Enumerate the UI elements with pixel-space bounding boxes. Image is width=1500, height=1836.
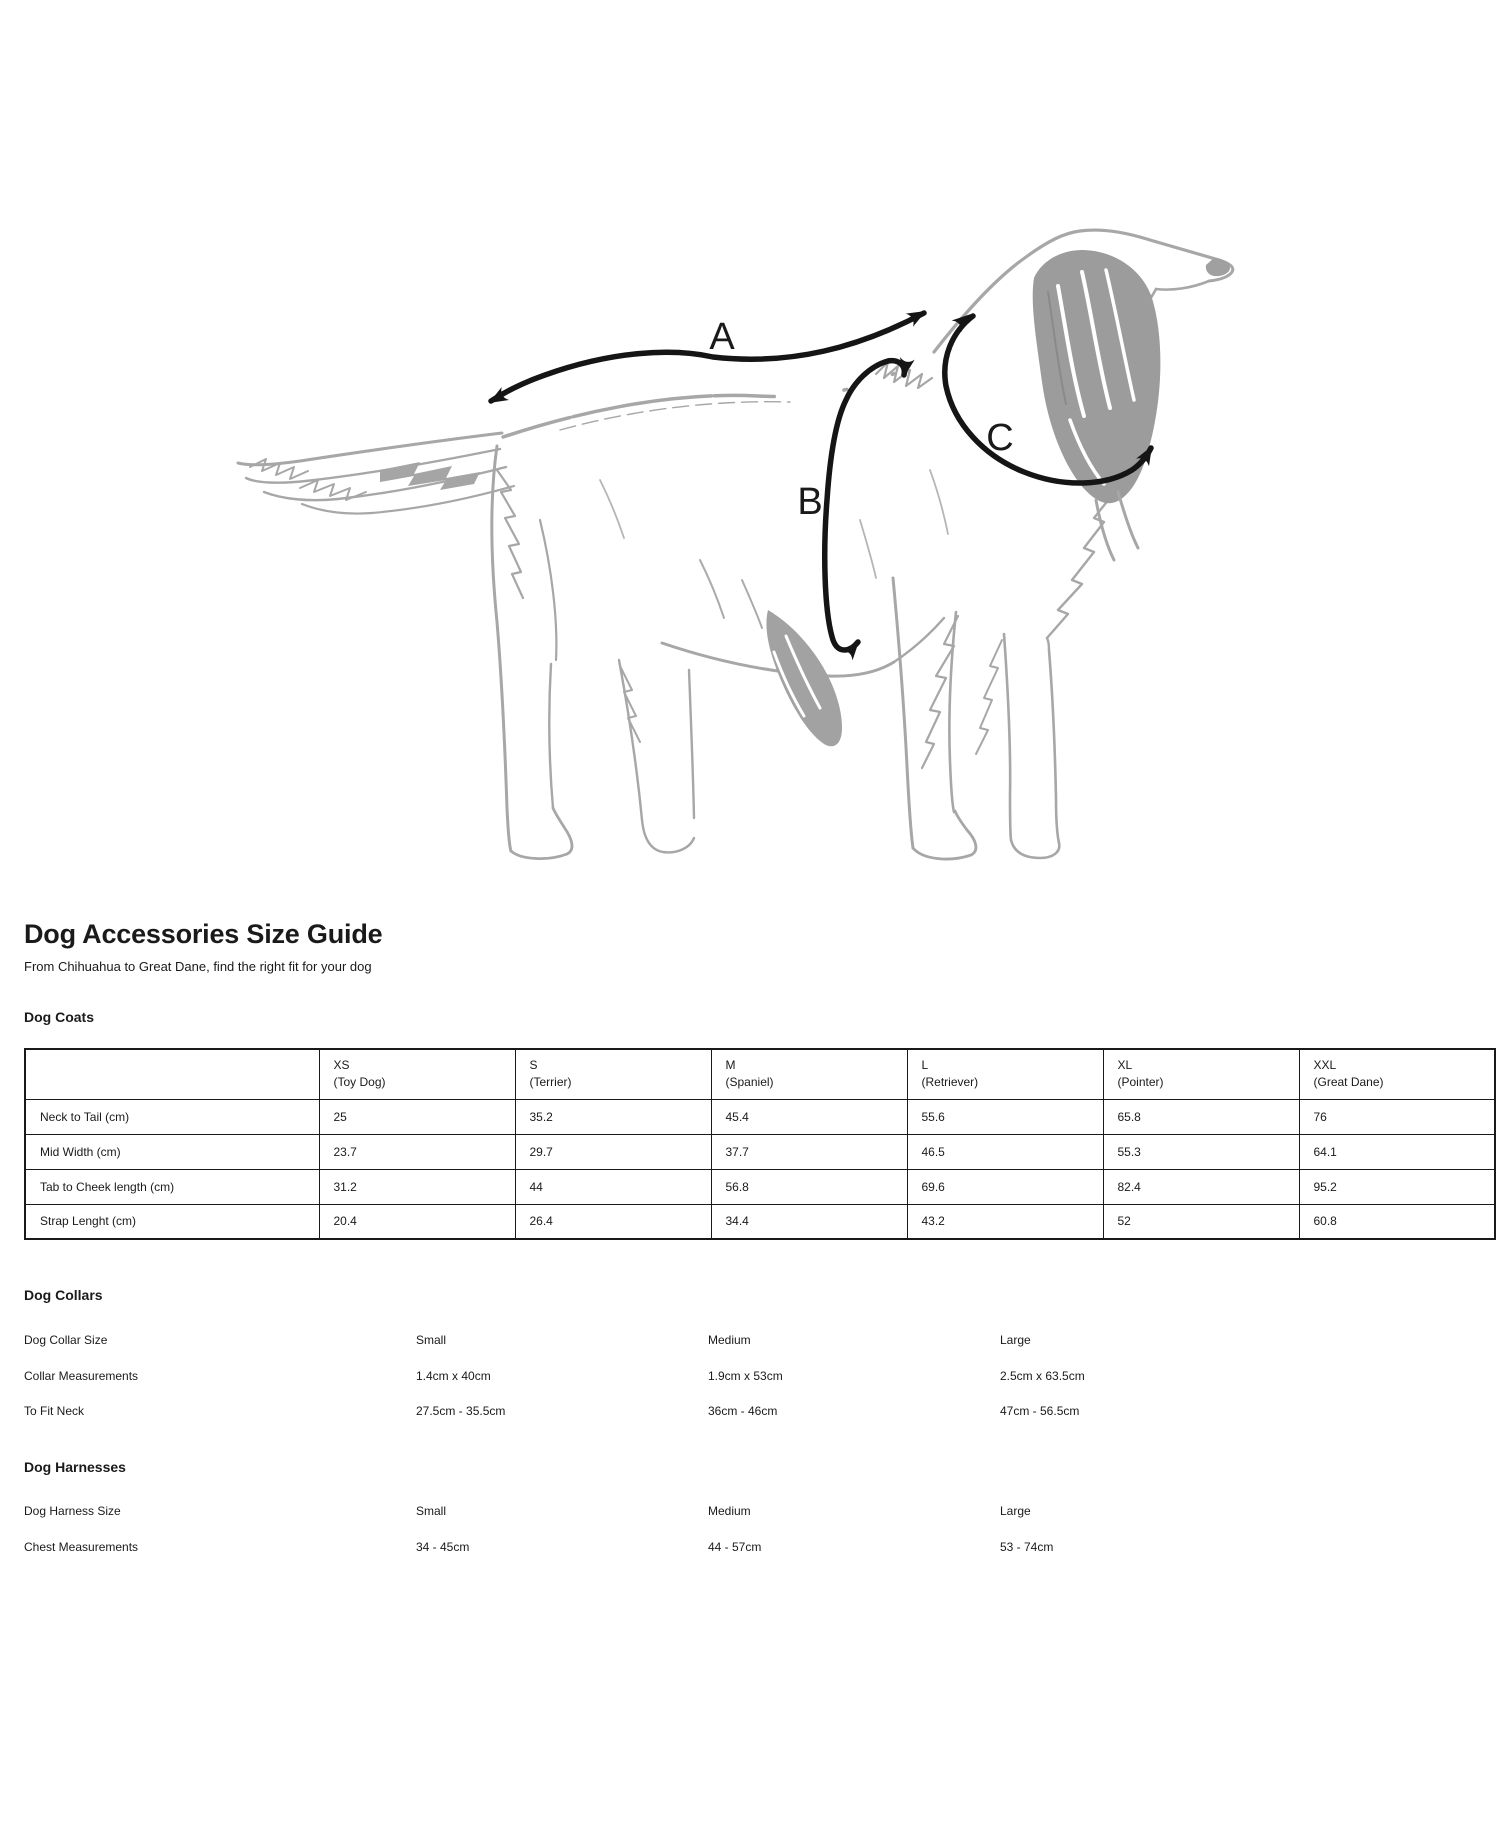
coats-value-cell: 45.4: [711, 1099, 907, 1134]
coats-row: [25, 1204, 1495, 1239]
coats-header-row: [25, 1049, 1495, 1099]
coats-value-cell: 26.4: [515, 1204, 711, 1239]
dog-harnesses-rows: [24, 1504, 1292, 1575]
coats-column-header: [319, 1049, 515, 1099]
coats-value-cell: 95.2: [1299, 1169, 1495, 1204]
size-code: L: [921, 1058, 929, 1073]
dog-sketch: [238, 230, 1233, 859]
coats-row-label: Tab to Cheek length (cm): [25, 1169, 319, 1204]
arrow-b-girth: [825, 361, 905, 650]
dog-measurement-illustration: [0, 0, 1500, 900]
coats-corner-cell: [25, 1049, 319, 1099]
harness-row-value: 53 - 74cm: [1000, 1539, 1054, 1554]
coats-value-cell: 76: [1299, 1099, 1495, 1134]
coats-value-cell: 20.4: [319, 1204, 515, 1239]
coats-column-header: [1299, 1049, 1495, 1099]
harness-row-label: Chest Measurements: [24, 1539, 139, 1554]
harness-row-value: 44 - 57cm: [708, 1539, 762, 1554]
coats-value-cell: 35.2: [515, 1099, 711, 1134]
page-subtitle: From Chihuahua to Great Dane, find the right fit for your dog: [24, 959, 372, 974]
collar-row-value: 36cm - 46cm: [708, 1404, 778, 1418]
coats-table-body: [25, 1099, 1495, 1239]
size-breed: (Terrier): [529, 1075, 572, 1090]
size-code: XS: [333, 1058, 350, 1073]
coats-row-label: Mid Width (cm): [25, 1134, 319, 1169]
coats-value-cell: 55.3: [1103, 1134, 1299, 1169]
collar-row-value: 47cm - 56.5cm: [1000, 1404, 1080, 1418]
coats-column-header: [515, 1049, 711, 1099]
arrow-a-neck-to-tail: [491, 313, 924, 401]
size-code: M: [725, 1058, 736, 1073]
collar-row-value: 1.9cm x 53cm: [708, 1368, 783, 1383]
harness-row: [24, 1540, 1292, 1576]
collar-row: [24, 1333, 1292, 1369]
harness-row-label: Dog Harness Size: [24, 1504, 121, 1518]
size-code: S: [529, 1058, 538, 1073]
coats-column-header: [907, 1049, 1103, 1099]
coats-column-header: [711, 1049, 907, 1099]
collar-row: [24, 1369, 1292, 1405]
collar-row-value: 1.4cm x 40cm: [416, 1368, 491, 1383]
collar-row-value: Large: [1000, 1333, 1031, 1347]
coats-value-cell: 60.8: [1299, 1204, 1495, 1239]
coats-row-label: Neck to Tail (cm): [25, 1099, 319, 1134]
coats-value-cell: 29.7: [515, 1134, 711, 1169]
coats-value-cell: 69.6: [907, 1169, 1103, 1204]
collar-row-label: To Fit Neck: [24, 1404, 85, 1418]
coats-value-cell: 64.1: [1299, 1134, 1495, 1169]
page-title: Dog Accessories Size Guide: [24, 919, 383, 949]
harness-row: [24, 1504, 1292, 1540]
label-c: C: [986, 417, 1014, 459]
size-breed: (Toy Dog): [333, 1075, 386, 1090]
section-title-dog-coats: Dog Coats: [24, 1009, 94, 1025]
coats-value-cell: 55.6: [907, 1099, 1103, 1134]
coats-column-header: [1103, 1049, 1299, 1099]
coats-value-cell: 25: [319, 1099, 515, 1134]
size-breed: (Spaniel): [725, 1075, 774, 1090]
coats-row-label: Strap Lenght (cm): [25, 1204, 319, 1239]
coats-value-cell: 52: [1103, 1204, 1299, 1239]
size-breed: (Great Dane): [1313, 1075, 1384, 1090]
harness-row-value: 34 - 45cm: [416, 1539, 470, 1554]
coats-row: [25, 1169, 1495, 1204]
coats-value-cell: 65.8: [1103, 1099, 1299, 1134]
coats-value-cell: 44: [515, 1169, 711, 1204]
size-code: XXL: [1313, 1058, 1337, 1073]
size-breed: (Retriever): [921, 1075, 979, 1090]
collar-row: [24, 1404, 1292, 1440]
dog-collars-rows: [24, 1333, 1292, 1440]
coats-value-cell: 31.2: [319, 1169, 515, 1204]
section-title-dog-harnesses: Dog Harnesses: [24, 1459, 126, 1475]
collar-row-label: Collar Measurements: [24, 1368, 139, 1383]
coats-row: [25, 1134, 1495, 1169]
collar-row-value: 2.5cm x 63.5cm: [1000, 1368, 1085, 1383]
coats-value-cell: 43.2: [907, 1204, 1103, 1239]
dog-coats-table: [24, 1048, 1496, 1240]
section-title-dog-collars: Dog Collars: [24, 1287, 103, 1303]
harness-row-value: Small: [416, 1504, 447, 1518]
coats-value-cell: 37.7: [711, 1134, 907, 1169]
collar-row-label: Dog Collar Size: [24, 1333, 108, 1347]
harness-row-value: Medium: [708, 1504, 751, 1518]
coats-value-cell: 34.4: [711, 1204, 907, 1239]
harness-row-value: Large: [1000, 1504, 1031, 1518]
label-b: B: [797, 481, 823, 523]
coats-value-cell: 23.7: [319, 1134, 515, 1169]
collar-row-value: Small: [416, 1333, 447, 1347]
collar-row-value: Medium: [708, 1333, 751, 1347]
label-a: A: [709, 316, 735, 358]
collar-row-value: 27.5cm - 35.5cm: [416, 1404, 506, 1418]
coats-row: [25, 1099, 1495, 1134]
size-breed: (Pointer): [1117, 1075, 1164, 1090]
coats-value-cell: 56.8: [711, 1169, 907, 1204]
coats-value-cell: 46.5: [907, 1134, 1103, 1169]
size-code: XL: [1117, 1058, 1133, 1073]
coats-value-cell: 82.4: [1103, 1169, 1299, 1204]
